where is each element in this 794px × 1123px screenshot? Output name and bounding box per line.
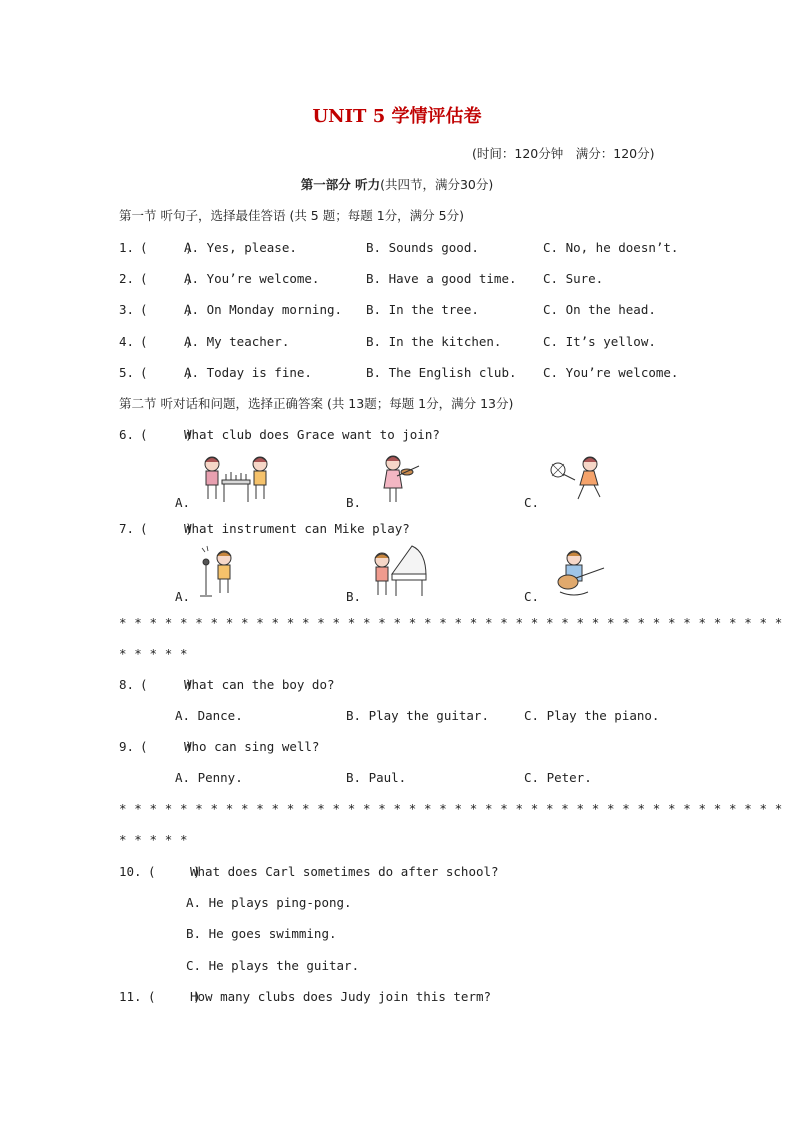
question-text: Who can sing well?	[184, 739, 320, 754]
question-number: 11.	[119, 989, 142, 1004]
answer-bracket[interactable]: ( )	[140, 521, 193, 536]
option-b: B. Sounds good.	[366, 240, 479, 255]
page-title: UNIT 5 学情评估卷	[312, 106, 482, 127]
option-a-label: A.	[175, 589, 191, 604]
option-c-label: C.	[524, 589, 540, 604]
option-a: A. You’re welcome.	[184, 271, 320, 286]
question-number: 4.	[119, 334, 135, 349]
answer-bracket[interactable]: ( )	[140, 334, 193, 349]
part-one-subtitle: (共四节，满分30分)	[380, 177, 494, 192]
option-b: B. He goes swimming.	[186, 926, 337, 941]
answer-bracket[interactable]: ( )	[140, 427, 193, 442]
part-one-heading	[0, 177, 794, 193]
answer-bracket[interactable]: ( )	[148, 989, 201, 1004]
option-a: A. Penny.	[175, 770, 243, 785]
answer-bracket[interactable]: ( )	[140, 365, 193, 380]
separator-stars: * * * * * * * * * * * * * * * * * * * * * * * * * * * * * * * * * * * * * * * * * * * *	[119, 801, 783, 816]
option-a: A. On Monday morning.	[184, 302, 343, 317]
question-number: 2.	[119, 271, 135, 286]
option-c: C. No, he doesn’t.	[543, 240, 679, 255]
boy-piano-icon[interactable]	[368, 544, 430, 600]
option-a-label: A.	[175, 495, 191, 510]
option-b: B. In the tree.	[366, 302, 479, 317]
option-a: A. Today is fine.	[184, 365, 312, 380]
option-a: A. My teacher.	[184, 334, 290, 349]
section-one-title: 第一节 听句子，选择最佳答语 (共 5 题；每题 1分，满分 5分)	[119, 208, 464, 223]
question-number: 9.	[119, 739, 135, 754]
option-a: A. He plays ping-pong.	[186, 895, 352, 910]
question-number: 10.	[119, 864, 142, 879]
option-c: C. Play the piano.	[524, 708, 660, 723]
option-b: B. The English club.	[366, 365, 517, 380]
option-c-label: C.	[524, 495, 540, 510]
answer-bracket[interactable]: ( )	[148, 864, 201, 879]
question-text: What instrument can Mike play?	[184, 521, 410, 536]
answer-bracket[interactable]: ( )	[140, 271, 193, 286]
girl-violin-icon[interactable]	[375, 452, 421, 508]
option-a: A. Yes, please.	[184, 240, 297, 255]
separator-stars: * * * * * * * * * * * * * * * * * * * * * * * * * * * * * * * * * * * * * * * * * * * *	[119, 615, 783, 630]
option-a: A. Dance.	[175, 708, 243, 723]
option-b-label: B.	[346, 495, 362, 510]
option-c: C. It’s yellow.	[543, 334, 656, 349]
boy-guitar-icon[interactable]	[550, 544, 608, 600]
question-text: How many clubs does Judy join this term?	[190, 989, 492, 1004]
option-c: C. On the head.	[543, 302, 656, 317]
chess-players-icon[interactable]	[198, 452, 274, 508]
question-number: 1.	[119, 240, 135, 255]
part-one-title: 第一部分 听力	[300, 177, 381, 192]
answer-bracket[interactable]: ( )	[140, 739, 193, 754]
question-number: 6.	[119, 427, 135, 442]
question-text: What can the boy do?	[184, 677, 335, 692]
separator-stars: * * * * *	[119, 646, 188, 661]
boy-singing-microphone-icon[interactable]	[196, 544, 240, 600]
option-b-label: B.	[346, 589, 362, 604]
separator-stars: * * * * *	[119, 832, 188, 847]
option-c: C. You’re welcome.	[543, 365, 679, 380]
answer-bracket[interactable]: ( )	[140, 677, 193, 692]
option-b: B. In the kitchen.	[366, 334, 502, 349]
option-b: B. Have a good time.	[366, 271, 517, 286]
time-info: (时间：120分钟 满分：120分)	[472, 146, 655, 161]
answer-bracket[interactable]: ( )	[140, 240, 193, 255]
question-number: 8.	[119, 677, 135, 692]
option-c: C. Sure.	[543, 271, 604, 286]
question-number: 7.	[119, 521, 135, 536]
option-c: C. He plays the guitar.	[186, 958, 360, 973]
question-text: What does Carl sometimes do after school?	[190, 864, 499, 879]
question-number: 3.	[119, 302, 135, 317]
option-b: B. Play the guitar.	[346, 708, 489, 723]
option-c: C. Peter.	[524, 770, 592, 785]
girl-tennis-icon[interactable]	[546, 452, 610, 508]
option-b: B. Paul.	[346, 770, 407, 785]
question-number: 5.	[119, 365, 135, 380]
section-two-title: 第二节 听对话和问题，选择正确答案 (共 13题；每题 1分，满分 13分)	[119, 396, 514, 411]
question-text: What club does Grace want to join?	[184, 427, 440, 442]
answer-bracket[interactable]: ( )	[140, 302, 193, 317]
